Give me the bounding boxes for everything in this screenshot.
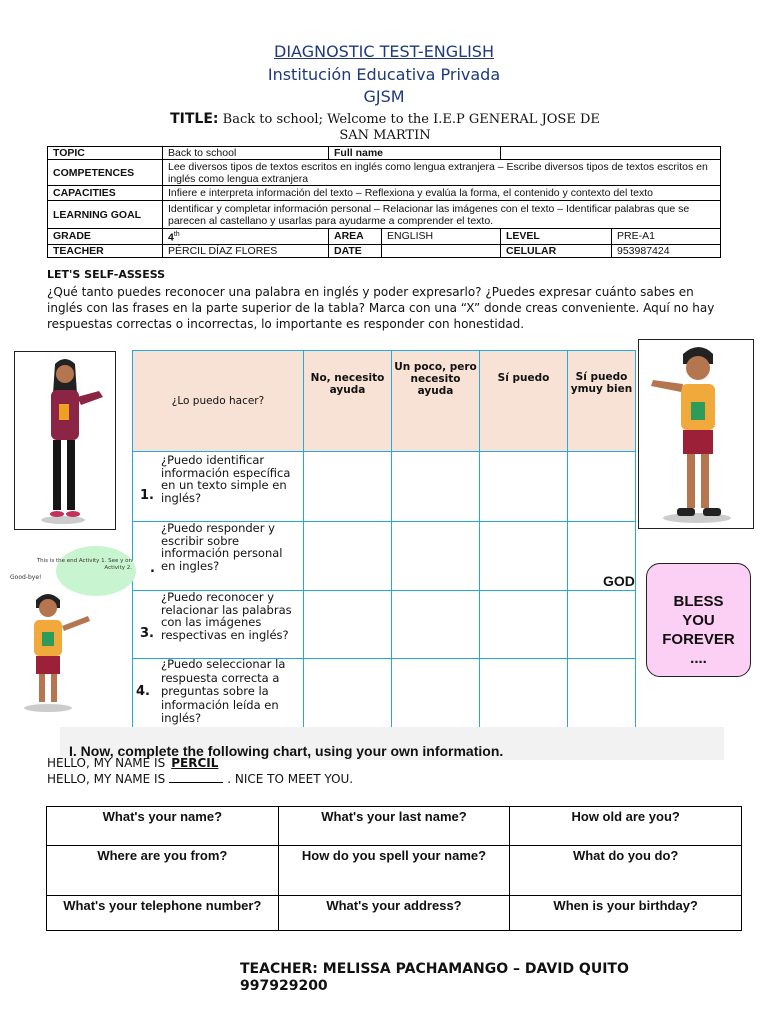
chart-cell[interactable]: When is your birthday? (510, 896, 742, 931)
fullname-value[interactable] (501, 147, 721, 160)
chart-cell[interactable]: How do you spell your name? (278, 846, 510, 896)
col-can-i-do: ¿Lo puedo hacer? (133, 351, 304, 452)
activity-title: I. Now, complete the following chart, using your own information. (69, 743, 504, 759)
fullname-key: Full name (329, 147, 501, 160)
grade-value: 4th (163, 229, 329, 245)
small-boy-icon (14, 590, 104, 715)
row-4-cell-2[interactable] (392, 659, 480, 728)
celular-value: 953987424 (612, 244, 721, 257)
lesson-title (170, 111, 600, 144)
hello-fill: HELLO, MY NAME IS . NICE TO MEET YOU. (47, 772, 354, 786)
col-little-help: Un poco, pero necesito ayuda (392, 351, 480, 452)
capacities-value: Infiere e interpreta información del texto – Reflexiona y evalúa la forma, el contenido y contexto del texto (163, 186, 721, 201)
row-3-cell-1[interactable] (304, 591, 392, 659)
row-3-cell-2[interactable] (392, 591, 480, 659)
chart-cell[interactable]: Where are you from? (47, 846, 279, 896)
level-key: LEVEL (501, 229, 612, 245)
row-1-cell-4[interactable] (568, 452, 636, 522)
topic-key: TOPIC (48, 147, 163, 160)
info-table (47, 146, 721, 258)
boy-student-icon (639, 340, 753, 528)
row-number: 1. (140, 488, 154, 503)
row-1-cell-2[interactable] (392, 452, 480, 522)
teacher-key: TEACHER (48, 244, 163, 257)
row-number: 4. (136, 684, 150, 699)
row-2-cell-1[interactable] (304, 522, 392, 591)
personal-info-chart (46, 806, 742, 931)
chart-cell[interactable]: What's your name? (47, 807, 279, 846)
self-assess-heading: LET'S SELF-ASSESS (47, 268, 166, 281)
row-4-cell-4[interactable] (568, 659, 636, 728)
topic-value: Back to school (163, 147, 329, 160)
goal-key: LEARNING GOAL (48, 201, 163, 229)
col-yes-can: Sí puedo (480, 351, 568, 452)
teacher-value: PÉRCIL DÍAZ FLORES (163, 244, 329, 257)
school-name: Institución Educativa Privada (267, 65, 501, 84)
row-number: . (150, 561, 155, 576)
girl-teacher-icon (15, 352, 115, 529)
question-text: ¿Puedo reconocer y relacionar las palabras con las imágenes respectivas en inglés? (161, 590, 292, 642)
self-assess-paragraph: ¿Qué tanto puedes reconocer una palabra en inglés y poder expresarlo? ¿Puedes expresar cuánto sabes en inglés con las frases en la parte superior de la tabla? Marca con una “X” donde creas conveniente. Aquí no hay respuestas correctas o incorrectas, lo importante es responder con honestidad. (47, 285, 715, 331)
chart-cell[interactable]: What's your last name? (278, 807, 510, 846)
row-number: 3. (140, 626, 154, 641)
capacities-key: CAPACITIES (48, 186, 163, 201)
title-label: TITLE: (170, 111, 219, 127)
question-text: ¿Puedo responder y escribir sobre información personal en ingles? (161, 521, 283, 573)
goodbye-text: Good-bye! (10, 574, 42, 581)
speech-bubble-text: This is the end Activity 1. See y on Activity 2. (36, 558, 132, 571)
goal-value: Identificar y completar información personal – Relacionar las imágenes con el texto – Identificar palabras que se parecen al castellano y usarlas para ayudarme a comprender el texto. (163, 201, 721, 229)
hello-example: HELLO, MY NAME IS PERCIL (47, 756, 219, 770)
row-2-cell-2[interactable] (392, 522, 480, 591)
boy-illustration-frame (638, 339, 754, 529)
name-blank[interactable] (169, 772, 223, 783)
chart-cell[interactable]: What do you do? (510, 846, 742, 896)
date-value[interactable] (382, 244, 501, 257)
girl-illustration-frame (14, 351, 116, 530)
title-text: Back to school; Welcome to the I.E.P GENERAL JOSE DE SAN MARTIN (222, 112, 600, 143)
question-text: ¿Puedo identificar información específica en un texto simple en inglés? (161, 453, 291, 505)
area-value: ENGLISH (382, 229, 501, 245)
competences-key: COMPETENCES (48, 160, 163, 186)
row-4-cell-3[interactable] (480, 659, 568, 728)
area-key: AREA (329, 229, 382, 245)
grade-key: GRADE (48, 229, 163, 245)
row-4-cell-1[interactable] (304, 659, 392, 728)
row-3-cell-3[interactable] (480, 591, 568, 659)
col-need-help: No, necesito ayuda (304, 351, 392, 452)
row-3-cell-4[interactable] (568, 591, 636, 659)
bless-you-box: BLESS YOU FOREVER .... (646, 563, 751, 677)
question-text: ¿Puedo seleccionar la respuesta correcta a preguntas sobre la información leída en inglés? (161, 657, 286, 725)
level-value: PRE-A1 (612, 229, 721, 245)
competences-value: Lee diversos tipos de textos escritos en inglés como lengua extranjera – Escribe diversos tipos de textos escritos en inglés como lengua extranjera (163, 160, 721, 186)
date-key: DATE (329, 244, 382, 257)
doc-title: DIAGNOSTIC TEST-ENGLISH (274, 42, 494, 61)
chart-cell[interactable]: How old are you? (510, 807, 742, 846)
celular-key: CELULAR (501, 244, 612, 257)
example-name: PERCIL (171, 756, 219, 770)
row-1-cell-3[interactable] (480, 452, 568, 522)
school-acronym: GJSM (363, 87, 405, 106)
god-text: GOD (603, 573, 635, 589)
footer-teachers: TEACHER: MELISSA PACHAMANGO – DAVID QUITO 997929200 (240, 961, 629, 994)
col-yes-very-well: Sí puedo ymuy bien (568, 351, 636, 452)
row-2-cell-3[interactable] (480, 522, 568, 591)
row-1-cell-1[interactable] (304, 452, 392, 522)
chart-cell[interactable]: What's your telephone number? (47, 896, 279, 931)
chart-cell[interactable]: What's your address? (278, 896, 510, 931)
